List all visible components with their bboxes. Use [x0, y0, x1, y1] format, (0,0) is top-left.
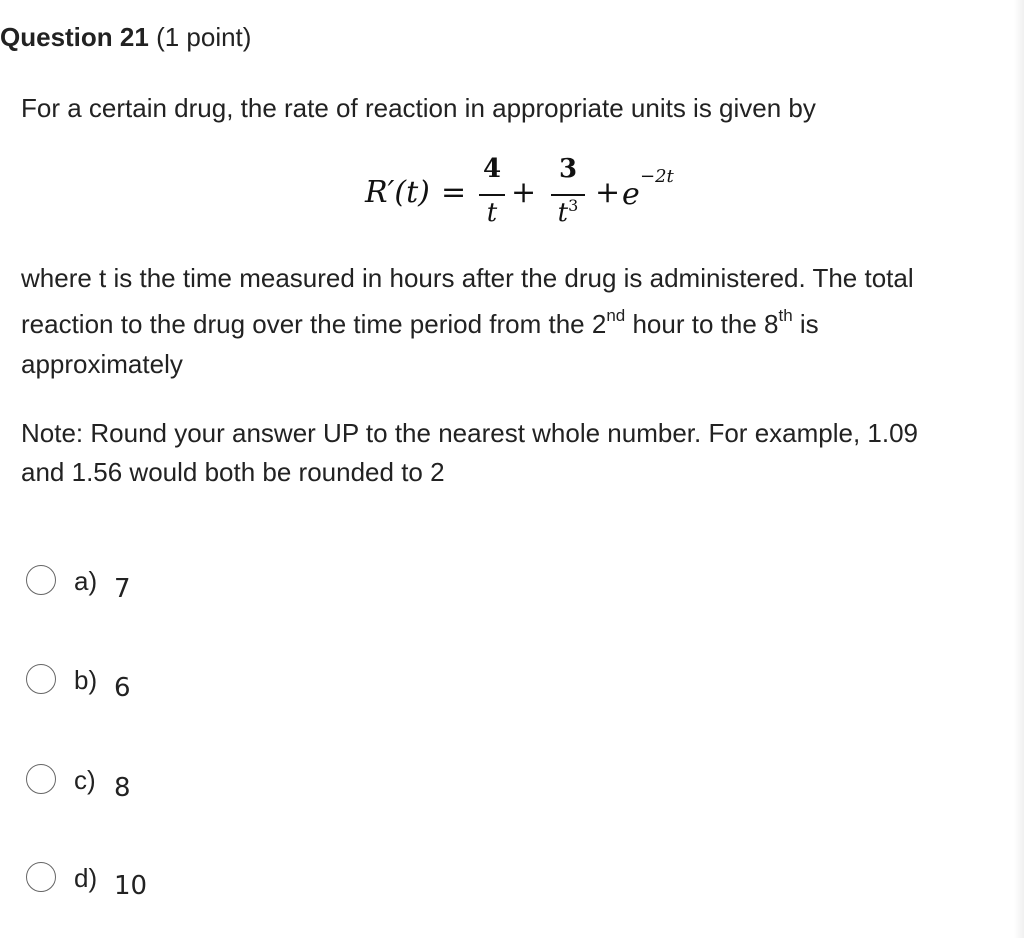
- body-line2-sup-th: th: [778, 306, 793, 325]
- body-line2-part-c: is: [792, 309, 819, 339]
- radio-button-d[interactable]: [26, 862, 56, 892]
- radio-button-a[interactable]: [26, 565, 56, 595]
- question-points: (1 point): [156, 22, 252, 52]
- term1-numerator: 4: [482, 154, 502, 184]
- option-value-c: 8: [114, 773, 131, 803]
- body-line2-sup-nd: nd: [606, 306, 626, 325]
- prompt-body-line-3: approximately: [21, 349, 183, 379]
- page-edge-shadow: [1014, 0, 1024, 938]
- prompt-intro: For a certain drug, the rate of reaction in appropriate units is given by: [21, 93, 816, 123]
- option-letter-d: d): [74, 863, 98, 893]
- note-line-1: Note: Round your answer UP to the nearest whole number. For example, 1.09: [21, 418, 919, 448]
- option-value-a: 7: [114, 574, 131, 604]
- formula-plus-1: +: [511, 175, 537, 210]
- radio-button-b[interactable]: [26, 664, 56, 694]
- term1-fraction-bar: [479, 194, 505, 196]
- option-letter-b: b): [74, 665, 98, 695]
- term2-den-base: t: [557, 198, 569, 228]
- formula-exp-power: −2t: [640, 166, 674, 187]
- prompt-body-line-2: [21, 304, 819, 344]
- term2-denominator: [551, 198, 585, 228]
- term1-denominator: t: [486, 198, 498, 228]
- body-line2-part-a: reaction to the drug over the time period from the 2: [21, 309, 607, 339]
- prompt-body-line-1: where t is the time measured in hours after the drug is administered. The total: [21, 263, 914, 293]
- term2-numerator: 3: [558, 154, 578, 184]
- option-letter-c: c): [74, 765, 96, 795]
- term2-den-exponent: 3: [568, 196, 579, 215]
- radio-button-c[interactable]: [26, 764, 56, 794]
- question-number: Question 21: [0, 22, 149, 52]
- option-letter-a: a): [74, 566, 98, 596]
- question-title: [0, 20, 251, 54]
- option-value-d: 10: [114, 871, 148, 901]
- formula-plus-2: +: [595, 175, 621, 210]
- option-value-b: 6: [114, 673, 131, 703]
- formula-equals: =: [441, 175, 467, 210]
- note-line-2: and 1.56 would both be rounded to 2: [21, 457, 445, 487]
- formula-lhs: R′(t): [365, 175, 430, 210]
- rate-formula: [365, 150, 695, 240]
- body-line2-part-b: hour to the 8: [625, 309, 779, 339]
- formula-exp-base: e: [622, 177, 640, 212]
